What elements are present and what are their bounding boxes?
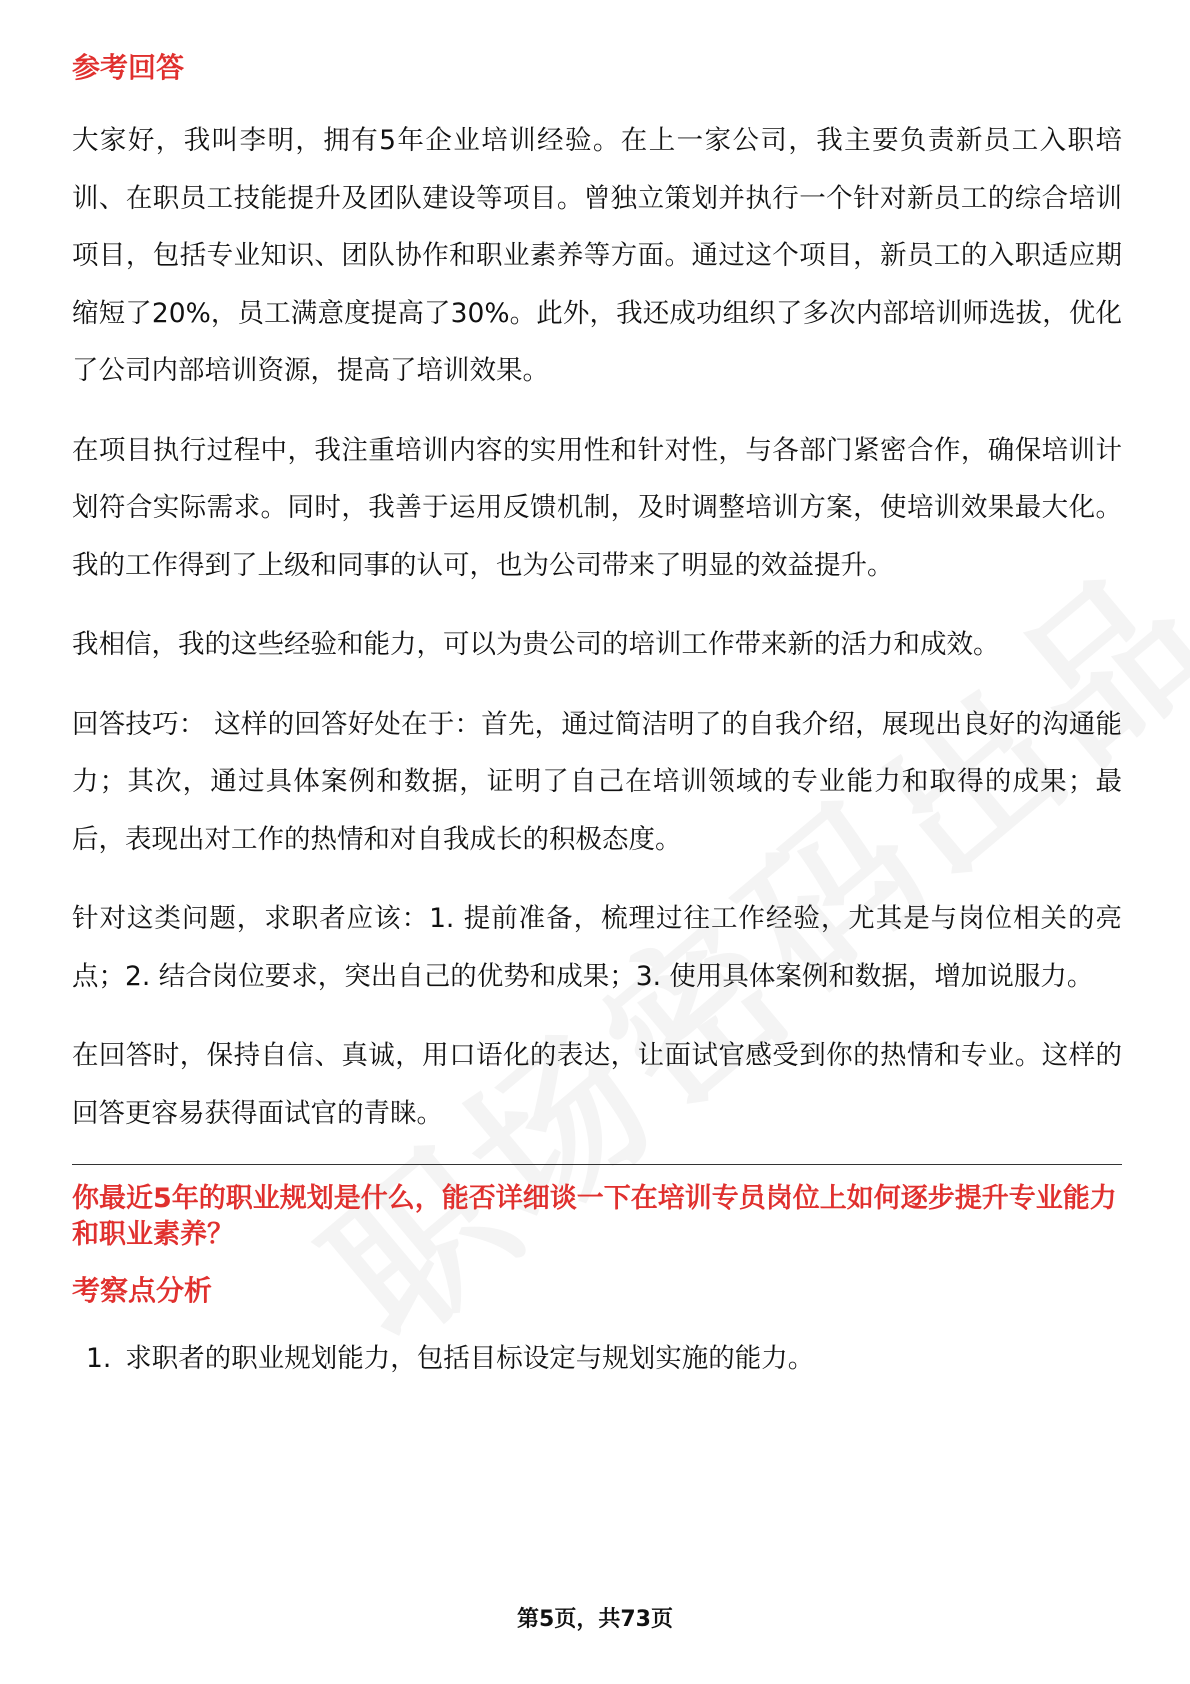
analysis-heading: 考察点分析: [72, 1274, 213, 1307]
closing-paragraph: 在回答时，保持自信、真诚，用口语化的表达，让面试官感受到你的热情和专业。这样的回答更容易获得面试官的青睐。: [72, 1040, 1122, 1129]
page-number-footer: 第5页，共73页: [517, 1607, 673, 1632]
answer-tips-paragraph: 回答技巧： 这样的回答好处在于：首先，通过简洁明了的自我介绍，展现出良好的沟通能力；其次，通过具体案例和数据，证明了自己在培训领域的专业能力和取得的成果；最后，表现出对工作的热情和对自我成长的积极态度。: [72, 708, 1122, 855]
answer-paragraph-2: 在项目执行过程中，我注重培训内容的实用性和针对性，与各部门紧密合作，确保培训计划符合实际需求。同时，我善于运用反馈机制，及时调整培训方案，使培训效果最大化。我的工作得到了上级和同事的认可，也为公司带来了明显的效益提升。: [72, 434, 1122, 581]
section-divider: [72, 1164, 1122, 1165]
page-content: [72, 48, 1122, 1381]
answer-paragraph-3: 我相信，我的这些经验和能力，可以为贵公司的培训工作带来新的活力和成效。: [72, 629, 1000, 660]
list-item: [72, 1337, 1122, 1381]
interview-question: 你最近5年的职业规划是什么，能否详细谈一下在培训专员岗位上如何逐步提升专业能力和职业素养？: [72, 1183, 1117, 1250]
list-item-number: 1.: [86, 1343, 112, 1374]
advice-paragraph: 针对这类问题，求职者应该：1. 提前准备，梳理过往工作经验，尤其是与岗位相关的亮点；2. 结合岗位要求，突出自己的优势和成果；3. 使用具体案例和数据，增加说服力。: [72, 903, 1122, 992]
answer-heading: 参考回答: [72, 51, 185, 84]
answer-paragraph-1: 大家好，我叫李明，拥有5年企业培训经验。在上一家公司，我主要负责新员工入职培训、在职员工技能提升及团队建设等项目。曾独立策划并执行一个针对新员工的综合培训项目，包括专业知识、团队协作和职业素养等方面。通过这个项目，新员工的入职适应期缩短了20%，员工满意度提高了30%。此外，我还成功组织了多次内部培训师选拔，优化了公司内部培训资源，提高了培训效果。: [72, 125, 1122, 386]
list-item-text: 求职者的职业规划能力，包括目标设定与规划实施的能力。: [125, 1343, 815, 1374]
